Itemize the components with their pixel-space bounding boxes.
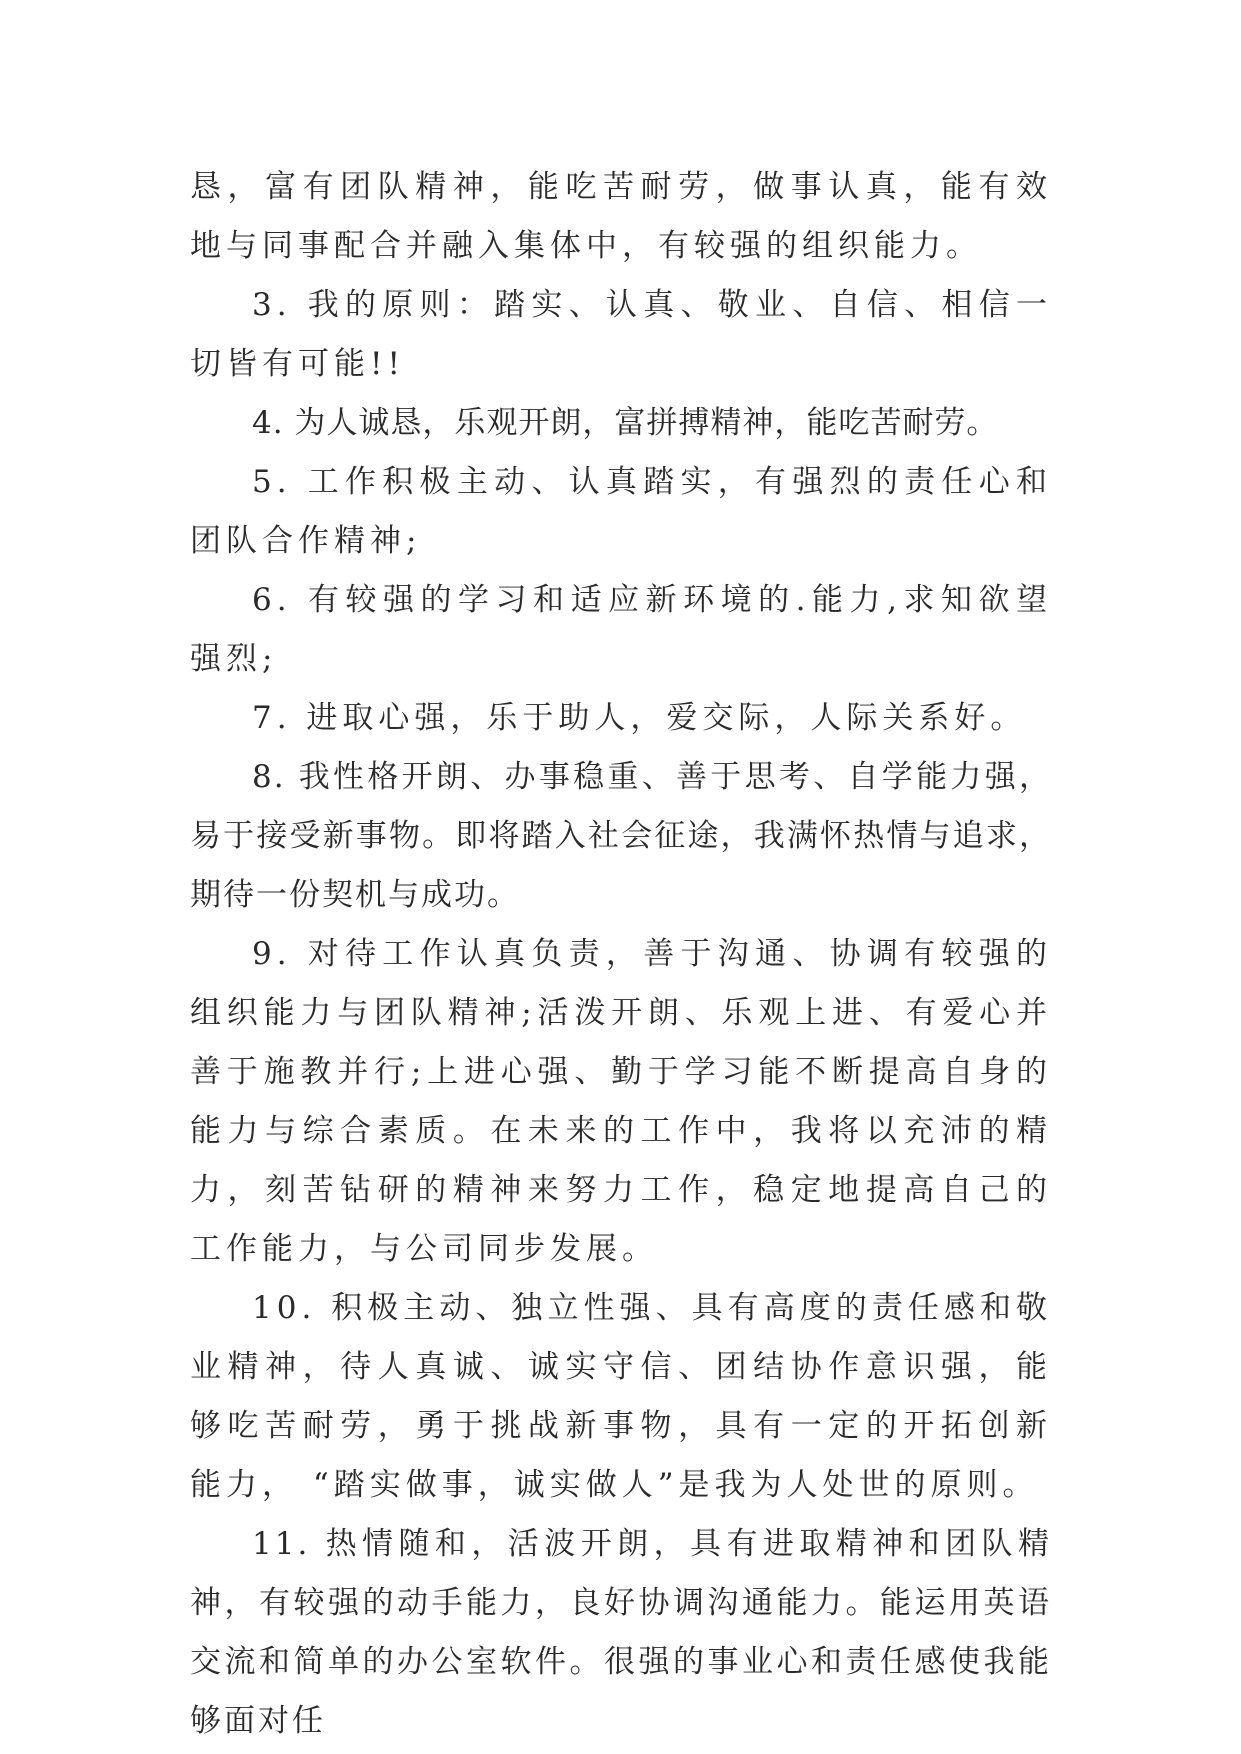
paragraph-item-11: 11. 热情随和，活波开朗，具有进取精神和团队精神，有较强的动手能力，良好协调沟通能力。能运用英语交流和简单的办公室软件。很强的事业心和责任感使我能够面对任 — [190, 1526, 1052, 1739]
paragraph-item-6: 6. 有较强的学习和适应新环境的.能力,求知欲望强烈; — [190, 582, 1052, 677]
paragraph-item-10: 10. 积极主动、独立性强、具有高度的责任感和敬业精神，待人真诚、诚实守信、团结协作意识强，能够吃苦耐劳，勇于挑战新事物，具有一定的开拓创新能力， “踏实做事，诚实做人”是我为人处世的原则。 — [190, 1290, 1052, 1503]
paragraph-item-4: 4. 为人诚恳，乐观开朗，富拼搏精神，能吃苦耐劳。 — [252, 405, 999, 441]
paragraph-continuation: 恳，富有团队精神，能吃苦耐劳，做事认真，能有效地与同事配合并融入集体中，有较强的组织能力。 — [190, 169, 1052, 264]
paragraph-item-5: 5. 工作积极主动、认真踏实，有强烈的责任心和团队合作精神; — [190, 464, 1052, 559]
paragraph-item-3: 3. 我的原则：踏实、认真、敬业、自信、相信一切皆有可能!! — [190, 287, 1052, 382]
paragraph-item-8: 8. 我性格开朗、办事稳重、善于思考、自学能力强，易于接受新事物。即将踏入社会征途，我满怀热情与追求，期待一份契机与成功。 — [190, 759, 1052, 913]
document-body — [190, 158, 1052, 1751]
paragraph-item-9: 9. 对待工作认真负责，善于沟通、协调有较强的组织能力与团队精神;活泼开朗、乐观上进、有爱心并善于施教并行;上进心强、勤于学习能不断提高自身的能力与综合素质。在未来的工作中，我将以充沛的精力，刻苦钻研的精神来努力工作，稳定地提高自己的工作能力，与公司同步发展。 — [190, 936, 1052, 1267]
paragraph-item-7: 7. 进取心强，乐于助人，爱交际，人际关系好。 — [252, 700, 1027, 736]
